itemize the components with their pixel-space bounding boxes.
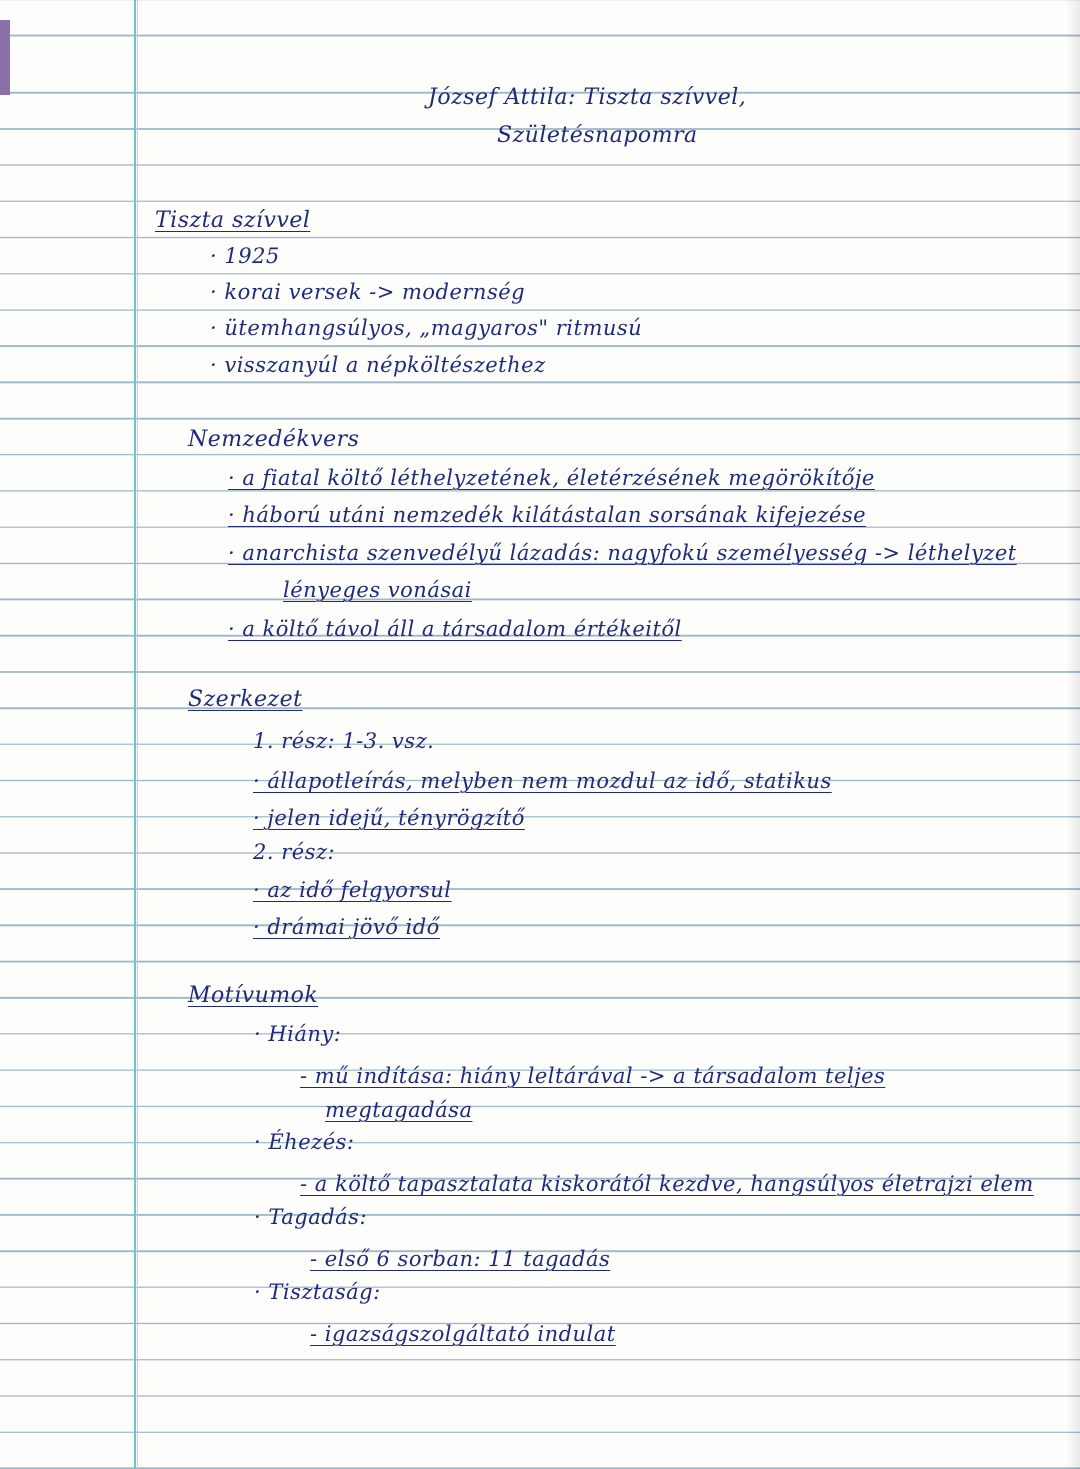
list-item: 2. rész:: [253, 840, 336, 864]
heading-tiszta-szivvel: Tiszta szívvel: [155, 208, 311, 233]
heading-motivumok: Motívumok: [188, 983, 319, 1008]
list-item: · állapotleírás, melyben nem mozdul az idő, statikus: [253, 769, 832, 793]
list-item: · Tagadás:: [254, 1205, 368, 1229]
notebook-tab: [0, 20, 10, 95]
list-item: 1. rész: 1-3. vsz.: [253, 729, 435, 753]
list-item: - első 6 sorban: 11 tagadás: [310, 1247, 611, 1271]
page-edge-shadow: [1066, 0, 1080, 1469]
list-item: · a költő távol áll a társadalom értékeitől: [228, 617, 682, 641]
list-item: - mű indítása: hiány leltárával -> a társadalom teljes: [300, 1064, 886, 1088]
title-line-2: Születésnapomra: [497, 123, 698, 148]
list-item: · az idő felgyorsul: [253, 878, 452, 902]
list-item: · korai versek -> modernség: [210, 280, 526, 304]
list-item: · visszanyúl a népköltészethez: [210, 353, 546, 377]
margin-line: [134, 0, 136, 1469]
margin-line-secondary: [137, 0, 138, 1469]
list-item: · Éhezés:: [254, 1130, 355, 1154]
list-item: · a fiatal költő léthelyzetének, életérzésének megörökítője: [228, 466, 875, 490]
list-item: · anarchista szenvedélyű lázadás: nagyfokú személyesség -> léthelyzet: [228, 541, 1017, 565]
list-item: · háború utáni nemzedék kilátástalan sorsának kifejezése: [228, 503, 867, 527]
heading-nemzedekvers: Nemzedékvers: [188, 427, 360, 452]
list-item: megtagadása: [325, 1098, 473, 1122]
list-item: · drámai jövő idő: [253, 915, 440, 939]
list-item: · jelen idejű, tényrögzítő: [253, 806, 525, 830]
list-item: - a költő tapasztalata kiskorától kezdve, hangsúlyos életrajzi elem: [300, 1172, 1034, 1196]
list-item: - igazságszolgáltató indulat: [310, 1322, 616, 1346]
list-item: lényeges vonásai: [283, 578, 472, 602]
list-item: · Tisztaság:: [254, 1280, 381, 1304]
list-item: · Hiány:: [254, 1022, 342, 1046]
list-item: · 1925: [210, 244, 280, 268]
heading-szerkezet: Szerkezet: [188, 687, 303, 712]
list-item: · ütemhangsúlyos, „magyaros" ritmusú: [210, 316, 643, 340]
title-line-1: József Attila: Tiszta szívvel,: [428, 85, 747, 110]
